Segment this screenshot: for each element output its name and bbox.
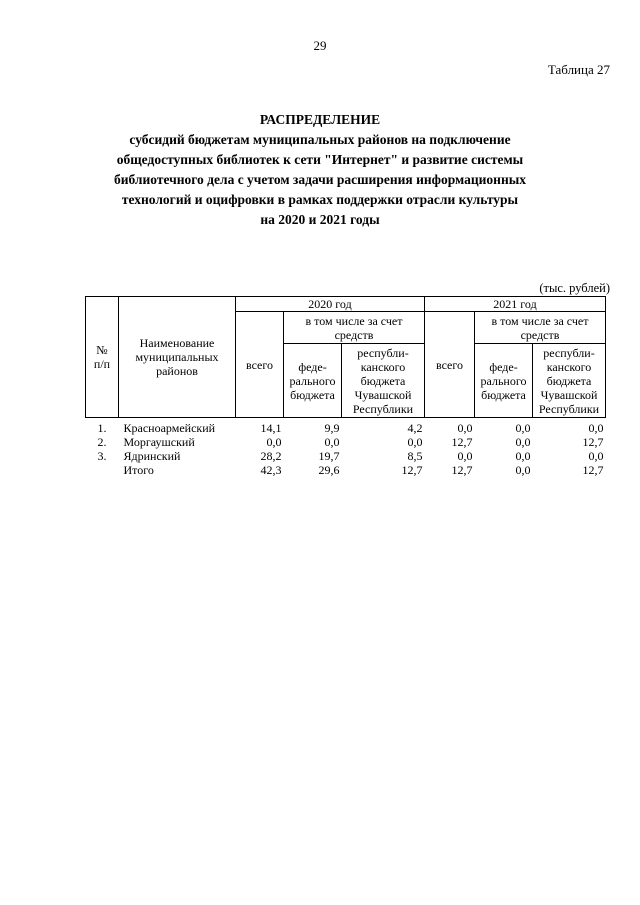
cell-republic-2020: 4,2 xyxy=(407,421,423,435)
title-line: технологий и оцифровки в рамках поддержки отрасли культуры xyxy=(121,192,519,207)
row-name: Моргаушский xyxy=(123,435,195,449)
cell-total-2020: 0,0 xyxy=(266,435,282,449)
row-index xyxy=(86,463,119,477)
cell-republic-2020: 8,5 xyxy=(407,449,423,463)
row-name: Красноармейский xyxy=(123,421,216,435)
cell-federal-2020: 0,0 xyxy=(324,435,340,449)
header-total-2020: всего xyxy=(236,312,284,418)
cell-total-2021: 12,7 xyxy=(451,435,473,449)
cell-federal-2021: 0,0 xyxy=(515,435,531,449)
cell-total-2021: 0,0 xyxy=(457,421,473,435)
units-label: (тыс. рублей) xyxy=(539,281,610,295)
header-federal-2020: феде- рального бюджета xyxy=(284,344,342,418)
cell-total-2021: 12,7 xyxy=(451,463,473,477)
title-line: общедоступных библиотек к сети "Интернет" и развитие системы xyxy=(116,152,524,167)
header-republic-2020: республи- канского бюджета Чувашской Республики xyxy=(342,344,425,418)
cell-federal-2020: 9,9 xyxy=(324,421,340,435)
table-label: Таблица 27 xyxy=(547,62,610,77)
row-name: Итого xyxy=(123,463,154,477)
header-republic-2021: республи- канского бюджета Чувашской Республики xyxy=(533,344,606,418)
title-line: на 2020 и 2021 годы xyxy=(260,212,380,227)
cell-total-2021: 0,0 xyxy=(457,449,473,463)
table-row-total xyxy=(86,463,606,477)
row-name: Ядринский xyxy=(123,449,181,463)
header-year-2020: 2020 год xyxy=(236,297,425,312)
row-index: 2. xyxy=(97,435,107,449)
cell-federal-2020: 29,6 xyxy=(318,463,340,477)
row-index: 1. xyxy=(97,421,107,435)
header-incl-2020: в том числе за счет средств xyxy=(284,312,425,344)
title-line: библиотечного дела с учетом задачи расширения информационных xyxy=(113,172,527,187)
document-title xyxy=(60,110,580,230)
cell-republic-2020: 0,0 xyxy=(407,435,423,449)
cell-federal-2021: 0,0 xyxy=(515,463,531,477)
cell-federal-2021: 0,0 xyxy=(515,421,531,435)
row-index: 3. xyxy=(97,449,107,463)
cell-federal-2020: 19,7 xyxy=(318,449,340,463)
header-name: Наименование муниципальных районов xyxy=(119,297,236,418)
cell-total-2020: 42,3 xyxy=(260,463,282,477)
header-federal-2021: феде- рального бюджета xyxy=(475,344,533,418)
header-year-2021: 2021 год xyxy=(425,297,606,312)
cell-republic-2021: 0,0 xyxy=(588,421,604,435)
cell-federal-2021: 0,0 xyxy=(515,449,531,463)
subsidy-table xyxy=(85,296,606,477)
title-line: РАСПРЕДЕЛЕНИЕ xyxy=(259,112,381,127)
header-incl-2021: в том числе за счет средств xyxy=(475,312,606,344)
cell-republic-2020: 12,7 xyxy=(401,463,423,477)
page-number: 29 xyxy=(313,38,327,53)
header-num: № п/п xyxy=(86,297,119,418)
title-line: субсидий бюджетам муниципальных районов на подключение xyxy=(129,132,511,147)
cell-republic-2021: 12,7 xyxy=(582,435,604,449)
cell-total-2020: 14,1 xyxy=(260,421,282,435)
table-row xyxy=(86,418,606,436)
table-row xyxy=(86,449,606,463)
cell-total-2020: 28,2 xyxy=(260,449,282,463)
cell-republic-2021: 12,7 xyxy=(582,463,604,477)
cell-republic-2021: 0,0 xyxy=(588,449,604,463)
table-row xyxy=(86,435,606,449)
header-total-2021: всего xyxy=(425,312,475,418)
